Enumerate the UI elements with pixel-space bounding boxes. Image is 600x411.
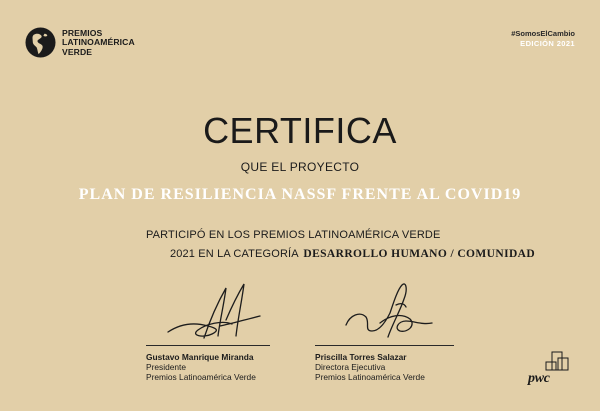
signatory-role: Presidente bbox=[146, 362, 187, 373]
logo-wordmark bbox=[62, 29, 135, 57]
certificate-subtitle: QUE EL PROYECTO bbox=[240, 160, 360, 174]
signatory-name: Priscilla Torres Salazar bbox=[315, 352, 407, 362]
participation-line: PARTICIPÓ EN LOS PREMIOS LATINOAMÉRICA VERDE bbox=[146, 229, 441, 241]
logo-line-1: PREMIOS bbox=[62, 28, 103, 38]
signatory-org: Premios Latinoamérica Verde bbox=[146, 372, 256, 383]
logo-line-3: VERDE bbox=[62, 46, 93, 57]
premios-logo bbox=[25, 27, 135, 58]
signatory-left bbox=[146, 352, 256, 383]
globe-americas-icon bbox=[25, 27, 56, 58]
hashtag-text: #SomosElCambio bbox=[511, 29, 575, 38]
category-prefix: 2021 EN LA CATEGORÍA bbox=[170, 248, 299, 260]
signature-line-left bbox=[146, 345, 270, 346]
certificate-title: CERTIFICA bbox=[203, 110, 397, 151]
edition-text: EDICIÓN 2021 bbox=[520, 39, 575, 48]
category-name: DESARROLLO HUMANO / COMUNIDAD bbox=[303, 248, 536, 260]
signatory-role: Directora Ejecutiva bbox=[315, 362, 386, 373]
signatory-right bbox=[315, 352, 425, 383]
signatory-org: Premios Latinoamérica Verde bbox=[315, 372, 425, 383]
pwc-wordmark: pwc bbox=[528, 371, 550, 386]
signatory-name: Gustavo Manrique Miranda bbox=[146, 352, 254, 362]
campaign-tag bbox=[511, 29, 575, 49]
logo-line-2: LATINOAMÉRICA bbox=[62, 37, 135, 48]
category-line bbox=[170, 248, 535, 260]
project-name: PLAN DE RESILIENCIA NASSF FRENTE AL COVID19 bbox=[78, 186, 522, 203]
signature-line-right bbox=[315, 345, 454, 346]
signature-right bbox=[340, 275, 440, 345]
signature-left bbox=[160, 280, 270, 344]
